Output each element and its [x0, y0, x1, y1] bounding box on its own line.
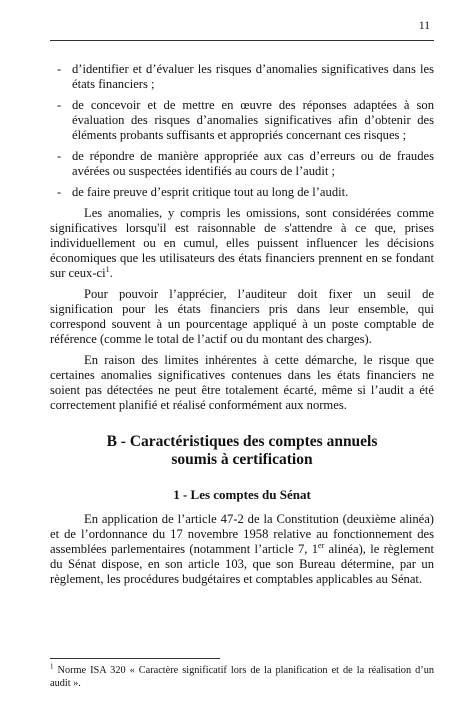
paragraph-application: En application de l’article 47-2 de la Constitution (deuxième alinéa) et de l’ordonnance du 17 novembre 1958 relative au fonctionnement des assemblées parlementaires (notamment l’article 7, 1er alinéa), le règlement du Sénat dispose, en son article 103, que son Bureau détermine, par un règlement, les procédures budgétaires et comptables applicables au Sénat.	[50, 512, 434, 586]
list-item-text: de répondre de manière appropriée aux cas d’erreurs ou de fraudes avérées ou suspectées identifiés au cours de l’audit ;	[72, 149, 434, 178]
paragraph-seuil: Pour pouvoir l’apprécier, l’auditeur doit fixer un seuil de signification pour les états financiers pris dans leur ensemble, qui correspond souvent à un pourcentage appliqué à un poste comptable de référence (comme le total de l’actif ou du montant des charges).	[50, 287, 434, 346]
paragraph-anomalies: Les anomalies, y compris les omissions, sont considérées comme significatives lorsqu'il est raisonnable de s'attendre à ce que, prises individuellement ou en cumul, elles puissent influencer les décisions économiques que les utilisateurs des états financiers prennent en se fondant sur ceux-$ci^1$.	[50, 206, 434, 280]
superscript-er: er	[318, 540, 325, 550]
bullet-dash: -	[57, 185, 62, 199]
bullet-dash: -	[57, 149, 62, 163]
footnote-reference[interactable]: 1	[105, 264, 110, 274]
list-item	[50, 98, 434, 143]
bullet-dash: -	[57, 98, 62, 112]
footnote-rule	[50, 658, 220, 659]
paragraph-limites: En raison des limites inhérentes à cette démarche, le risque que certaines anomalies significatives contenues dans les états financiers ne soient pas détectées ne peut être totalement écarté, même si l’audit a été correctement planifié et réalisé conformément aux normes.	[50, 353, 434, 412]
list-item-text: d’identifier et d’évaluer les risques d’anomalies significatives dans les états financiers ;	[72, 62, 434, 91]
list-item-text: de concevoir et de mettre en œuvre des réponses adaptées à son évaluation des risques d’anomalies significatives afin d’obtenir des éléments probants suffisants et appropriés concernant ces risques ;	[72, 98, 434, 142]
list-item	[50, 62, 434, 92]
list-item-text: de faire preuve d’esprit critique tout au long de l’audit.	[72, 185, 349, 199]
footnote-marker: 1	[50, 662, 54, 671]
section-title	[50, 433, 434, 469]
list-item	[50, 185, 434, 200]
page-number: 11	[418, 20, 430, 32]
section-title-line1: B - Caractéristiques des comptes annuels	[106, 433, 378, 450]
subsection-title: 1 - Les comptes du Sénat	[173, 487, 311, 502]
bullet-list	[50, 62, 434, 200]
bullet-dash: -	[57, 62, 62, 76]
footnote-text: Norme ISA 320 « Caractère significatif lors de la planification et de la réalisation d’un audit ».	[50, 665, 434, 689]
section-title-line2: soumis à certification	[171, 451, 313, 468]
footnote	[50, 662, 434, 690]
header-rule	[50, 40, 434, 41]
body-text	[50, 62, 434, 593]
list-item	[50, 149, 434, 179]
